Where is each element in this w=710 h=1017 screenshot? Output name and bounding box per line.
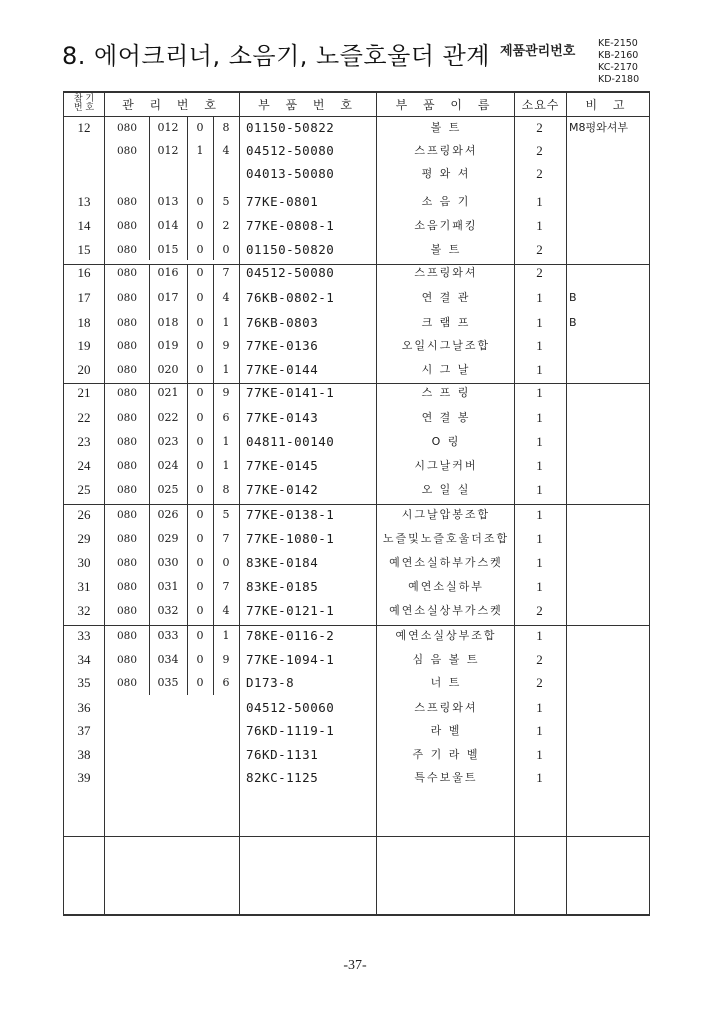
mgmt-code-1: 080 xyxy=(116,557,138,569)
part-name: O 링 xyxy=(431,435,461,448)
part-name: 오일시그날조합 xyxy=(401,339,491,352)
mgmt-code-1: 080 xyxy=(116,267,138,279)
part-name: 심 음 볼 트 xyxy=(412,653,480,666)
header-part-name: 부 품 이 름 xyxy=(395,97,496,112)
mgmt-code-4: 4 xyxy=(222,144,230,157)
mgmt-code-2 xyxy=(151,745,185,765)
remark xyxy=(569,480,649,500)
remark: B xyxy=(569,316,577,329)
row-index: 29 xyxy=(77,531,91,546)
mgmt-code-3: 0 xyxy=(196,508,204,521)
mgmt-code-2: 017 xyxy=(157,291,179,304)
mgmt-code-3: 1 xyxy=(196,144,204,157)
mgmt-code-2: 016 xyxy=(157,266,179,279)
mgmt-code-2: 034 xyxy=(157,653,179,666)
part-name: 예연소실하부가스켓 xyxy=(389,556,503,569)
model-code: KB-2160 xyxy=(598,50,639,61)
col-line xyxy=(649,91,650,916)
remark xyxy=(569,698,649,718)
remark xyxy=(569,216,649,236)
mgmt-code-1: 080 xyxy=(116,292,138,304)
mgmt-code-1: 080 xyxy=(116,244,138,256)
mgmt-code-1 xyxy=(107,768,147,788)
mgmt-code-3: 0 xyxy=(196,411,204,424)
mgmt-code-2: 012 xyxy=(157,121,179,134)
row-index xyxy=(65,164,103,184)
part-number: 04512-50060 xyxy=(246,700,335,715)
subcol-line xyxy=(213,625,214,695)
mgmt-code-1: 080 xyxy=(116,220,138,232)
subcol-line xyxy=(149,264,150,625)
header-index-line2: 번 호 xyxy=(73,103,95,113)
mgmt-code-2: 033 xyxy=(157,629,179,642)
quantity: 1 xyxy=(536,362,543,377)
header-quantity: 소요수 xyxy=(521,97,560,112)
quantity: 1 xyxy=(536,700,543,715)
mgmt-code-4: 1 xyxy=(222,316,230,329)
mgmt-code-3: 0 xyxy=(196,243,204,256)
remark xyxy=(569,263,649,283)
quantity: 1 xyxy=(536,482,543,497)
remark xyxy=(569,601,649,621)
part-name: 연 결 봉 xyxy=(421,411,471,424)
subcol-line xyxy=(149,116,150,260)
mgmt-code-2: 029 xyxy=(157,532,179,545)
part-number: 76KD-1119-1 xyxy=(246,723,335,738)
remark xyxy=(569,650,649,670)
mgmt-code-4: 7 xyxy=(222,580,230,593)
mgmt-code-1: 080 xyxy=(116,122,138,134)
mgmt-code-2: 021 xyxy=(157,386,179,399)
mgmt-code-3: 0 xyxy=(196,266,204,279)
quantity: 1 xyxy=(536,194,543,209)
mgmt-code-2 xyxy=(151,164,185,184)
mgmt-code-4 xyxy=(216,698,236,718)
remark xyxy=(569,553,649,573)
remark xyxy=(569,626,649,646)
quantity: 1 xyxy=(536,385,543,400)
mgmt-code-3: 0 xyxy=(196,386,204,399)
mgmt-code-1: 080 xyxy=(116,436,138,448)
remark xyxy=(569,336,649,356)
mgmt-code-1 xyxy=(107,164,147,184)
mgmt-code-4: 8 xyxy=(222,121,230,134)
mgmt-code-2: 030 xyxy=(157,556,179,569)
mgmt-code-2: 022 xyxy=(157,411,179,424)
row-index: 24 xyxy=(77,458,91,473)
part-name: 예연소실하부 xyxy=(408,580,484,593)
model-code: KD-2180 xyxy=(598,74,640,85)
part-number: 78KE-0116-2 xyxy=(246,628,335,643)
mgmt-code-2: 023 xyxy=(157,435,179,448)
mgmt-code-1: 080 xyxy=(116,460,138,472)
part-name: 스프링와셔 xyxy=(414,701,478,714)
mgmt-code-3: 0 xyxy=(196,483,204,496)
mgmt-code-2: 035 xyxy=(157,676,179,689)
mgmt-code-1: 080 xyxy=(116,387,138,399)
subcol-line xyxy=(213,264,214,625)
part-name: 시그날커버 xyxy=(414,459,478,472)
subcol-line xyxy=(187,264,188,625)
part-number: 04512-50080 xyxy=(246,265,335,280)
mgmt-code-3 xyxy=(190,768,210,788)
header-remarks: 비 고 xyxy=(585,97,631,112)
mgmt-code-3: 0 xyxy=(196,363,204,376)
product-mgmt-label: 제품관리번호 xyxy=(500,44,576,59)
mgmt-code-1: 080 xyxy=(116,340,138,352)
mgmt-code-2 xyxy=(151,768,185,788)
quantity: 1 xyxy=(536,218,543,233)
mgmt-code-3: 0 xyxy=(196,556,204,569)
remark xyxy=(569,768,649,788)
part-number: 83KE-0185 xyxy=(246,579,319,594)
part-name: 스프링와셔 xyxy=(414,266,478,279)
part-number: 82KC-1125 xyxy=(246,770,319,785)
mgmt-code-3 xyxy=(190,721,210,741)
part-number: 76KB-0802-1 xyxy=(246,290,335,305)
mgmt-code-2: 014 xyxy=(157,219,179,232)
part-name: 연 결 관 xyxy=(421,291,471,304)
mgmt-code-2 xyxy=(151,698,185,718)
quantity: 2 xyxy=(536,265,543,280)
row-index: 35 xyxy=(77,675,91,690)
row-index: 34 xyxy=(77,652,91,667)
model-code: KC-2170 xyxy=(598,62,638,73)
mgmt-code-4: 1 xyxy=(222,363,230,376)
part-name: 스 프 링 xyxy=(421,386,471,399)
mgmt-code-1: 080 xyxy=(116,533,138,545)
part-number: 77KE-0808-1 xyxy=(246,218,335,233)
part-number: 77KE-0141-1 xyxy=(246,385,335,400)
part-number: 77KE-0144 xyxy=(246,362,319,377)
remark: B xyxy=(569,291,577,304)
mgmt-code-4: 1 xyxy=(222,629,230,642)
quantity: 1 xyxy=(536,531,543,546)
row-index xyxy=(65,141,103,161)
mgmt-code-3: 0 xyxy=(196,195,204,208)
mgmt-code-2: 013 xyxy=(157,195,179,208)
mgmt-code-1: 080 xyxy=(116,677,138,689)
quantity: 1 xyxy=(536,507,543,522)
quantity: 2 xyxy=(536,166,543,181)
row-index: 30 xyxy=(77,555,91,570)
quantity: 2 xyxy=(536,652,543,667)
row-index: 20 xyxy=(77,362,91,377)
part-name: 시그날압봉조합 xyxy=(401,508,491,521)
row-index: 12 xyxy=(77,120,91,135)
quantity: 1 xyxy=(536,579,543,594)
header-index xyxy=(64,92,104,116)
remark xyxy=(569,408,649,428)
part-name: 노즐및노즐호울더조합 xyxy=(382,532,510,545)
part-name: 너 트 xyxy=(430,676,462,689)
part-name: 소 음 기 xyxy=(421,195,471,208)
col-line xyxy=(514,91,515,916)
quantity: 1 xyxy=(536,458,543,473)
remark xyxy=(569,240,649,260)
part-number: 76KB-0803 xyxy=(246,315,319,330)
mgmt-code-4: 6 xyxy=(222,676,230,689)
remark xyxy=(569,505,649,525)
quantity: 1 xyxy=(536,410,543,425)
mgmt-code-4: 0 xyxy=(222,556,230,569)
mgmt-code-1: 080 xyxy=(116,484,138,496)
remark xyxy=(569,360,649,380)
part-name: 크 램 프 xyxy=(421,316,471,329)
group-divider xyxy=(63,836,650,837)
remark: M8평와셔부 xyxy=(569,121,628,134)
row-index: 39 xyxy=(77,770,91,785)
part-name: 예연소실상부조합 xyxy=(395,629,497,642)
mgmt-code-4: 9 xyxy=(222,653,230,666)
part-number: 83KE-0184 xyxy=(246,555,319,570)
mgmt-code-3: 0 xyxy=(196,629,204,642)
mgmt-code-3: 0 xyxy=(196,219,204,232)
model-code: KE-2150 xyxy=(598,38,638,49)
mgmt-code-1 xyxy=(107,721,147,741)
part-number: 77KE-0145 xyxy=(246,458,319,473)
row-index: 17 xyxy=(77,290,91,305)
part-number: 76KD-1131 xyxy=(246,747,319,762)
mgmt-code-3: 0 xyxy=(196,339,204,352)
table-border-bottom xyxy=(63,914,650,916)
row-index: 37 xyxy=(77,723,91,738)
mgmt-code-3: 0 xyxy=(196,580,204,593)
row-index: 31 xyxy=(77,579,91,594)
page-number: -37- xyxy=(343,958,367,973)
page-title: 8. 에어크리너, 소음기, 노즐호울더 관계 xyxy=(62,42,490,70)
mgmt-code-4: 1 xyxy=(222,459,230,472)
mgmt-code-4 xyxy=(216,745,236,765)
mgmt-code-4: 7 xyxy=(222,532,230,545)
remark xyxy=(569,383,649,403)
row-index: 23 xyxy=(77,434,91,449)
subcol-line xyxy=(187,625,188,695)
quantity: 1 xyxy=(536,747,543,762)
part-number: 77KE-0142 xyxy=(246,482,319,497)
mgmt-code-3 xyxy=(190,164,210,184)
part-name: 평 와 셔 xyxy=(421,167,471,180)
header-part-no: 부 품 번 호 xyxy=(258,97,358,112)
part-number: 77KE-0136 xyxy=(246,338,319,353)
part-number: 04811-00140 xyxy=(246,434,335,449)
mgmt-code-4: 9 xyxy=(222,339,230,352)
mgmt-code-4: 2 xyxy=(222,219,230,232)
part-number: 04013-50080 xyxy=(246,166,335,181)
quantity: 1 xyxy=(536,338,543,353)
quantity: 1 xyxy=(536,770,543,785)
row-index: 38 xyxy=(77,747,91,762)
mgmt-code-4 xyxy=(216,768,236,788)
part-name: 주 기 라 벨 xyxy=(412,748,480,761)
row-index: 13 xyxy=(77,194,91,209)
part-number: D173-8 xyxy=(246,675,295,690)
subcol-line xyxy=(213,116,214,260)
mgmt-code-2: 032 xyxy=(157,604,179,617)
mgmt-code-2: 025 xyxy=(157,483,179,496)
mgmt-code-2: 015 xyxy=(157,243,179,256)
row-index: 32 xyxy=(77,603,91,618)
mgmt-code-3: 0 xyxy=(196,291,204,304)
part-number: 77KE-1080-1 xyxy=(246,531,335,546)
mgmt-code-1: 080 xyxy=(116,196,138,208)
part-name: 볼 트 xyxy=(430,121,462,134)
mgmt-code-2: 024 xyxy=(157,459,179,472)
part-number: 01150-50822 xyxy=(246,120,335,135)
part-number: 04512-50080 xyxy=(246,143,335,158)
mgmt-code-4: 6 xyxy=(222,411,230,424)
row-index: 14 xyxy=(77,218,91,233)
row-index: 16 xyxy=(77,265,91,280)
part-number: 77KE-0143 xyxy=(246,410,319,425)
mgmt-code-4: 8 xyxy=(222,483,230,496)
remark xyxy=(569,673,649,693)
remark xyxy=(569,721,649,741)
subcol-line xyxy=(187,116,188,260)
mgmt-code-3: 0 xyxy=(196,435,204,448)
mgmt-code-1: 080 xyxy=(116,145,138,157)
col-line xyxy=(239,91,240,916)
mgmt-code-1: 080 xyxy=(116,581,138,593)
header-divider xyxy=(63,116,650,117)
quantity: 1 xyxy=(536,628,543,643)
mgmt-code-3: 0 xyxy=(196,604,204,617)
mgmt-code-3: 0 xyxy=(196,459,204,472)
row-index: 25 xyxy=(77,482,91,497)
part-number: 77KE-0801 xyxy=(246,194,319,209)
quantity: 1 xyxy=(536,434,543,449)
mgmt-code-4: 9 xyxy=(222,386,230,399)
mgmt-code-3: 0 xyxy=(196,676,204,689)
mgmt-code-1: 080 xyxy=(116,605,138,617)
col-line xyxy=(104,91,105,916)
mgmt-code-4: 0 xyxy=(222,243,230,256)
mgmt-code-2: 026 xyxy=(157,508,179,521)
mgmt-code-2: 018 xyxy=(157,316,179,329)
remark xyxy=(569,745,649,765)
mgmt-code-1: 080 xyxy=(116,412,138,424)
mgmt-code-2: 020 xyxy=(157,363,179,376)
part-name: 소음기패킹 xyxy=(414,219,478,232)
remark xyxy=(569,577,649,597)
remark xyxy=(569,141,649,161)
mgmt-code-4: 5 xyxy=(222,195,230,208)
row-index: 15 xyxy=(77,242,91,257)
mgmt-code-3: 0 xyxy=(196,121,204,134)
part-name: 오 일 실 xyxy=(421,483,471,496)
quantity: 1 xyxy=(536,315,543,330)
quantity: 1 xyxy=(536,555,543,570)
subcol-line xyxy=(149,625,150,695)
part-number: 77KE-0121-1 xyxy=(246,603,335,618)
mgmt-code-4: 7 xyxy=(222,266,230,279)
mgmt-code-1 xyxy=(107,698,147,718)
mgmt-code-4 xyxy=(216,164,236,184)
quantity: 2 xyxy=(536,675,543,690)
quantity: 2 xyxy=(536,242,543,257)
remark xyxy=(569,432,649,452)
row-index: 36 xyxy=(77,700,91,715)
mgmt-code-1: 080 xyxy=(116,317,138,329)
row-index: 33 xyxy=(77,628,91,643)
part-name: 볼 트 xyxy=(430,243,462,256)
quantity: 2 xyxy=(536,120,543,135)
row-index: 18 xyxy=(77,315,91,330)
mgmt-code-2 xyxy=(151,721,185,741)
mgmt-code-1 xyxy=(107,745,147,765)
col-line xyxy=(63,91,64,916)
quantity: 2 xyxy=(536,143,543,158)
part-name: 라 벨 xyxy=(430,724,462,737)
mgmt-code-1: 080 xyxy=(116,364,138,376)
remark xyxy=(569,164,649,184)
mgmt-code-4: 4 xyxy=(222,291,230,304)
quantity: 1 xyxy=(536,723,543,738)
mgmt-code-1: 080 xyxy=(116,630,138,642)
col-line xyxy=(566,91,567,916)
quantity: 2 xyxy=(536,603,543,618)
mgmt-code-2: 031 xyxy=(157,580,179,593)
row-index: 19 xyxy=(77,338,91,353)
header-index-line1: 참 기 xyxy=(73,94,95,104)
part-name: 시 그 날 xyxy=(421,363,471,376)
part-number: 77KE-1094-1 xyxy=(246,652,335,667)
part-number: 01150-50820 xyxy=(246,242,335,257)
part-number: 77KE-0138-1 xyxy=(246,507,335,522)
mgmt-code-2: 019 xyxy=(157,339,179,352)
mgmt-code-3: 0 xyxy=(196,316,204,329)
mgmt-code-4 xyxy=(216,721,236,741)
quantity: 1 xyxy=(536,290,543,305)
mgmt-code-4: 5 xyxy=(222,508,230,521)
remark xyxy=(569,456,649,476)
row-index: 26 xyxy=(77,507,91,522)
row-index: 21 xyxy=(77,385,91,400)
col-line xyxy=(376,91,377,916)
mgmt-code-1: 080 xyxy=(116,654,138,666)
mgmt-code-3: 0 xyxy=(196,532,204,545)
remark xyxy=(569,192,649,212)
mgmt-code-4: 1 xyxy=(222,435,230,448)
mgmt-code-3: 0 xyxy=(196,653,204,666)
mgmt-code-2: 012 xyxy=(157,144,179,157)
part-name: 특수보울트 xyxy=(414,771,478,784)
mgmt-code-4: 4 xyxy=(222,604,230,617)
mgmt-code-1: 080 xyxy=(116,509,138,521)
mgmt-code-3 xyxy=(190,745,210,765)
part-name: 예연소실상부가스켓 xyxy=(389,604,503,617)
header-mgmt-no: 관 리 번 호 xyxy=(122,97,222,112)
part-name: 스프링와셔 xyxy=(414,144,478,157)
mgmt-code-3 xyxy=(190,698,210,718)
row-index: 22 xyxy=(77,410,91,425)
remark xyxy=(569,529,649,549)
